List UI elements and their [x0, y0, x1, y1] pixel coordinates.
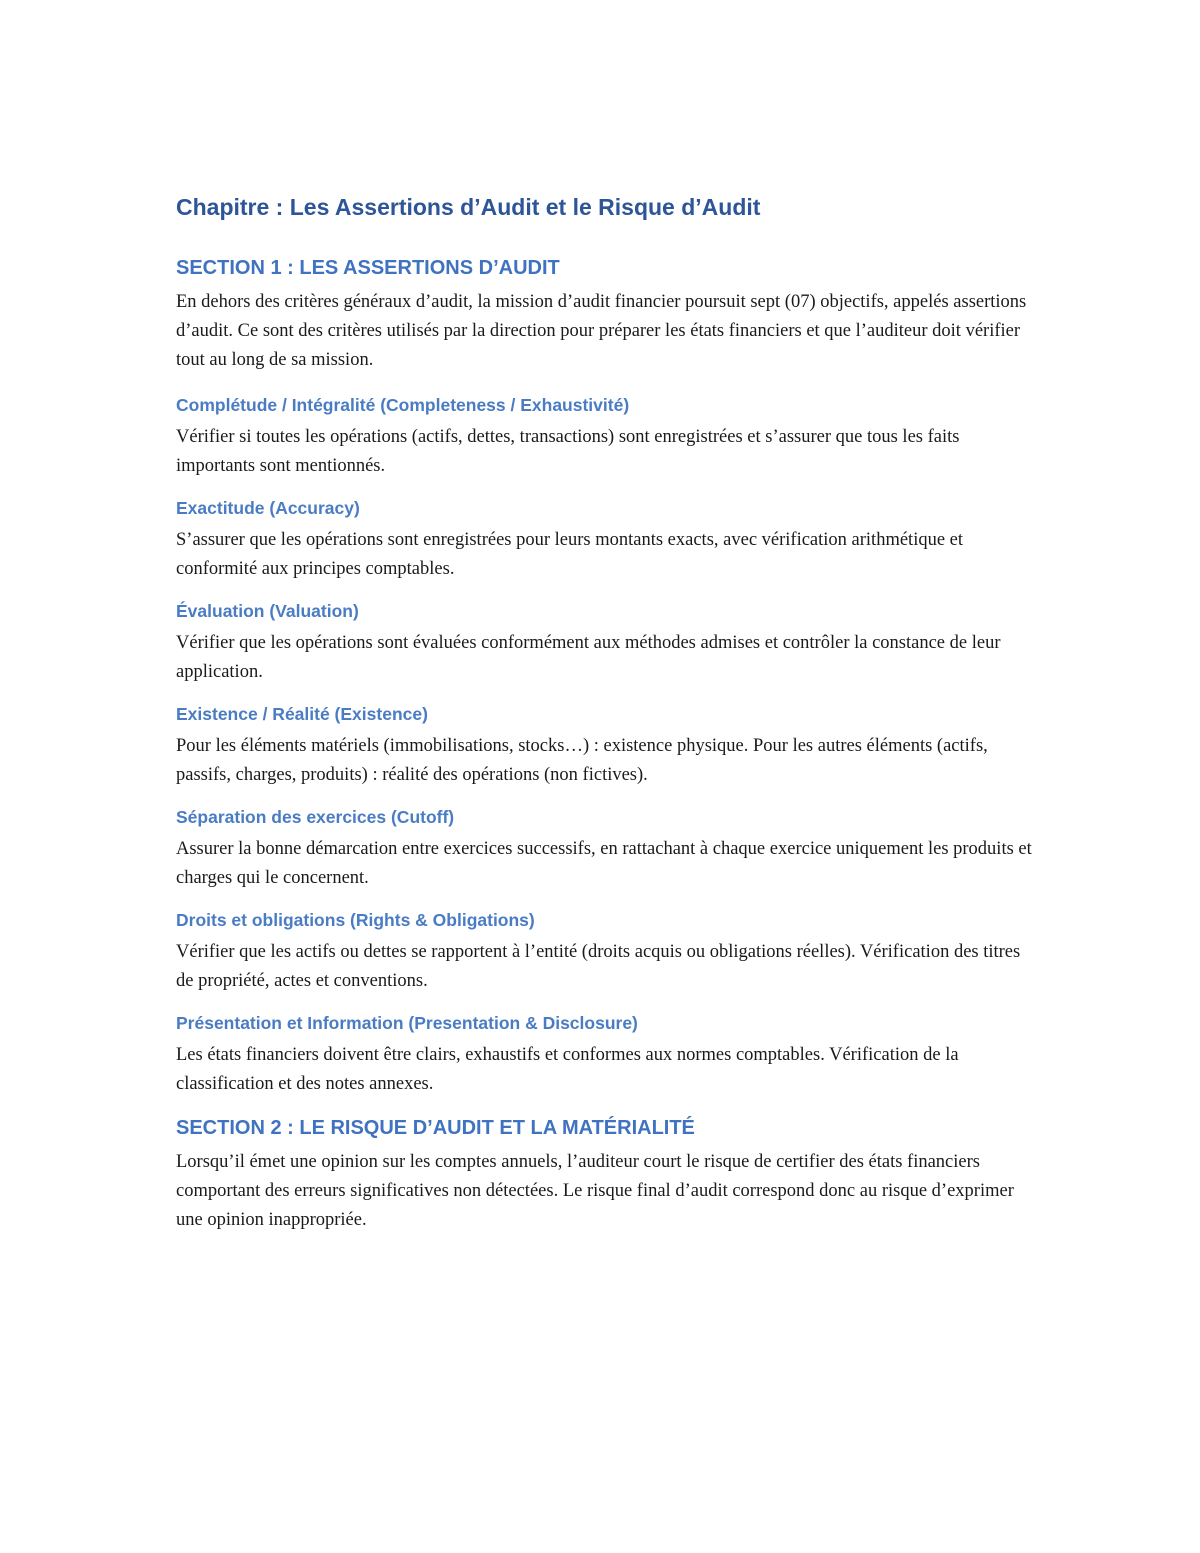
assertion-text-cutoff: Assurer la bonne démarcation entre exercices successifs, en rattachant à chaque exercice uniquement les produits et charges qui le concernent.	[176, 839, 1032, 888]
assertion-text-existence: Pour les éléments matériels (immobilisations, stocks…) : existence physique. Pour les autres éléments (actifs, passifs, charges, produits) : réalité des opérations (non fictives).	[176, 736, 988, 785]
assertion-heading-existence: Existence / Réalité (Existence)	[176, 704, 428, 724]
section-1-intro: En dehors des critères généraux d’audit, la mission d’audit financier poursuit sept (07) objectifs, appelés assertions d’audit. Ce sont des critères utilisés par la direction pour préparer les états financiers et que l’auditeur doit vérifier tout au long de sa mission.	[176, 292, 1027, 370]
section-2-heading: SECTION 2 : LE RISQUE D’AUDIT ET LA MATÉRIALITÉ	[176, 1117, 695, 1139]
assertion-heading-presentation-disclosure: Présentation et Information (Presentation & Disclosure)	[176, 1013, 638, 1033]
section-2-text: Lorsqu’il émet une opinion sur les comptes annuels, l’auditeur court le risque de certifier des états financiers comportant des erreurs significatives non détectées. Le risque final d’audit correspond donc au risque d’exprimer une opinion inappropriée.	[176, 1152, 1014, 1230]
assertion-text-presentation-disclosure: Les états financiers doivent être clairs, exhaustifs et conformes aux normes comptables. Vérification de la classification et des notes annexes.	[176, 1045, 959, 1094]
assertion-heading-rights-obligations: Droits et obligations (Rights & Obligations)	[176, 910, 535, 930]
assertion-text-valuation: Vérifier que les opérations sont évaluées conformément aux méthodes admises et contrôler la constance de leur application.	[176, 633, 1001, 682]
assertion-heading-cutoff: Séparation des exercices (Cutoff)	[176, 807, 455, 827]
assertion-heading-completeness: Complétude / Intégralité (Completeness / Exhaustivité)	[176, 395, 630, 415]
assertion-text-accuracy: S’assurer que les opérations sont enregistrées pour leurs montants exacts, avec vérification arithmétique et conformité aux principes comptables.	[176, 530, 964, 579]
assertion-heading-valuation: Évaluation (Valuation)	[176, 601, 359, 621]
document-title: Chapitre : Les Assertions d’Audit et le Risque d’Audit	[176, 194, 761, 220]
section-1-heading: SECTION 1 : LES ASSERTIONS D’AUDIT	[176, 257, 560, 279]
document-page	[176, 190, 1036, 1250]
assertion-heading-accuracy: Exactitude (Accuracy)	[176, 498, 360, 518]
assertion-text-rights-obligations: Vérifier que les actifs ou dettes se rapportent à l’entité (droits acquis ou obligations réelles). Vérification des titres de propriété, actes et conventions.	[176, 942, 1021, 991]
assertion-text-completeness: Vérifier si toutes les opérations (actifs, dettes, transactions) sont enregistrées et s’assurer que tous les faits importants sont mentionnés.	[176, 427, 960, 476]
